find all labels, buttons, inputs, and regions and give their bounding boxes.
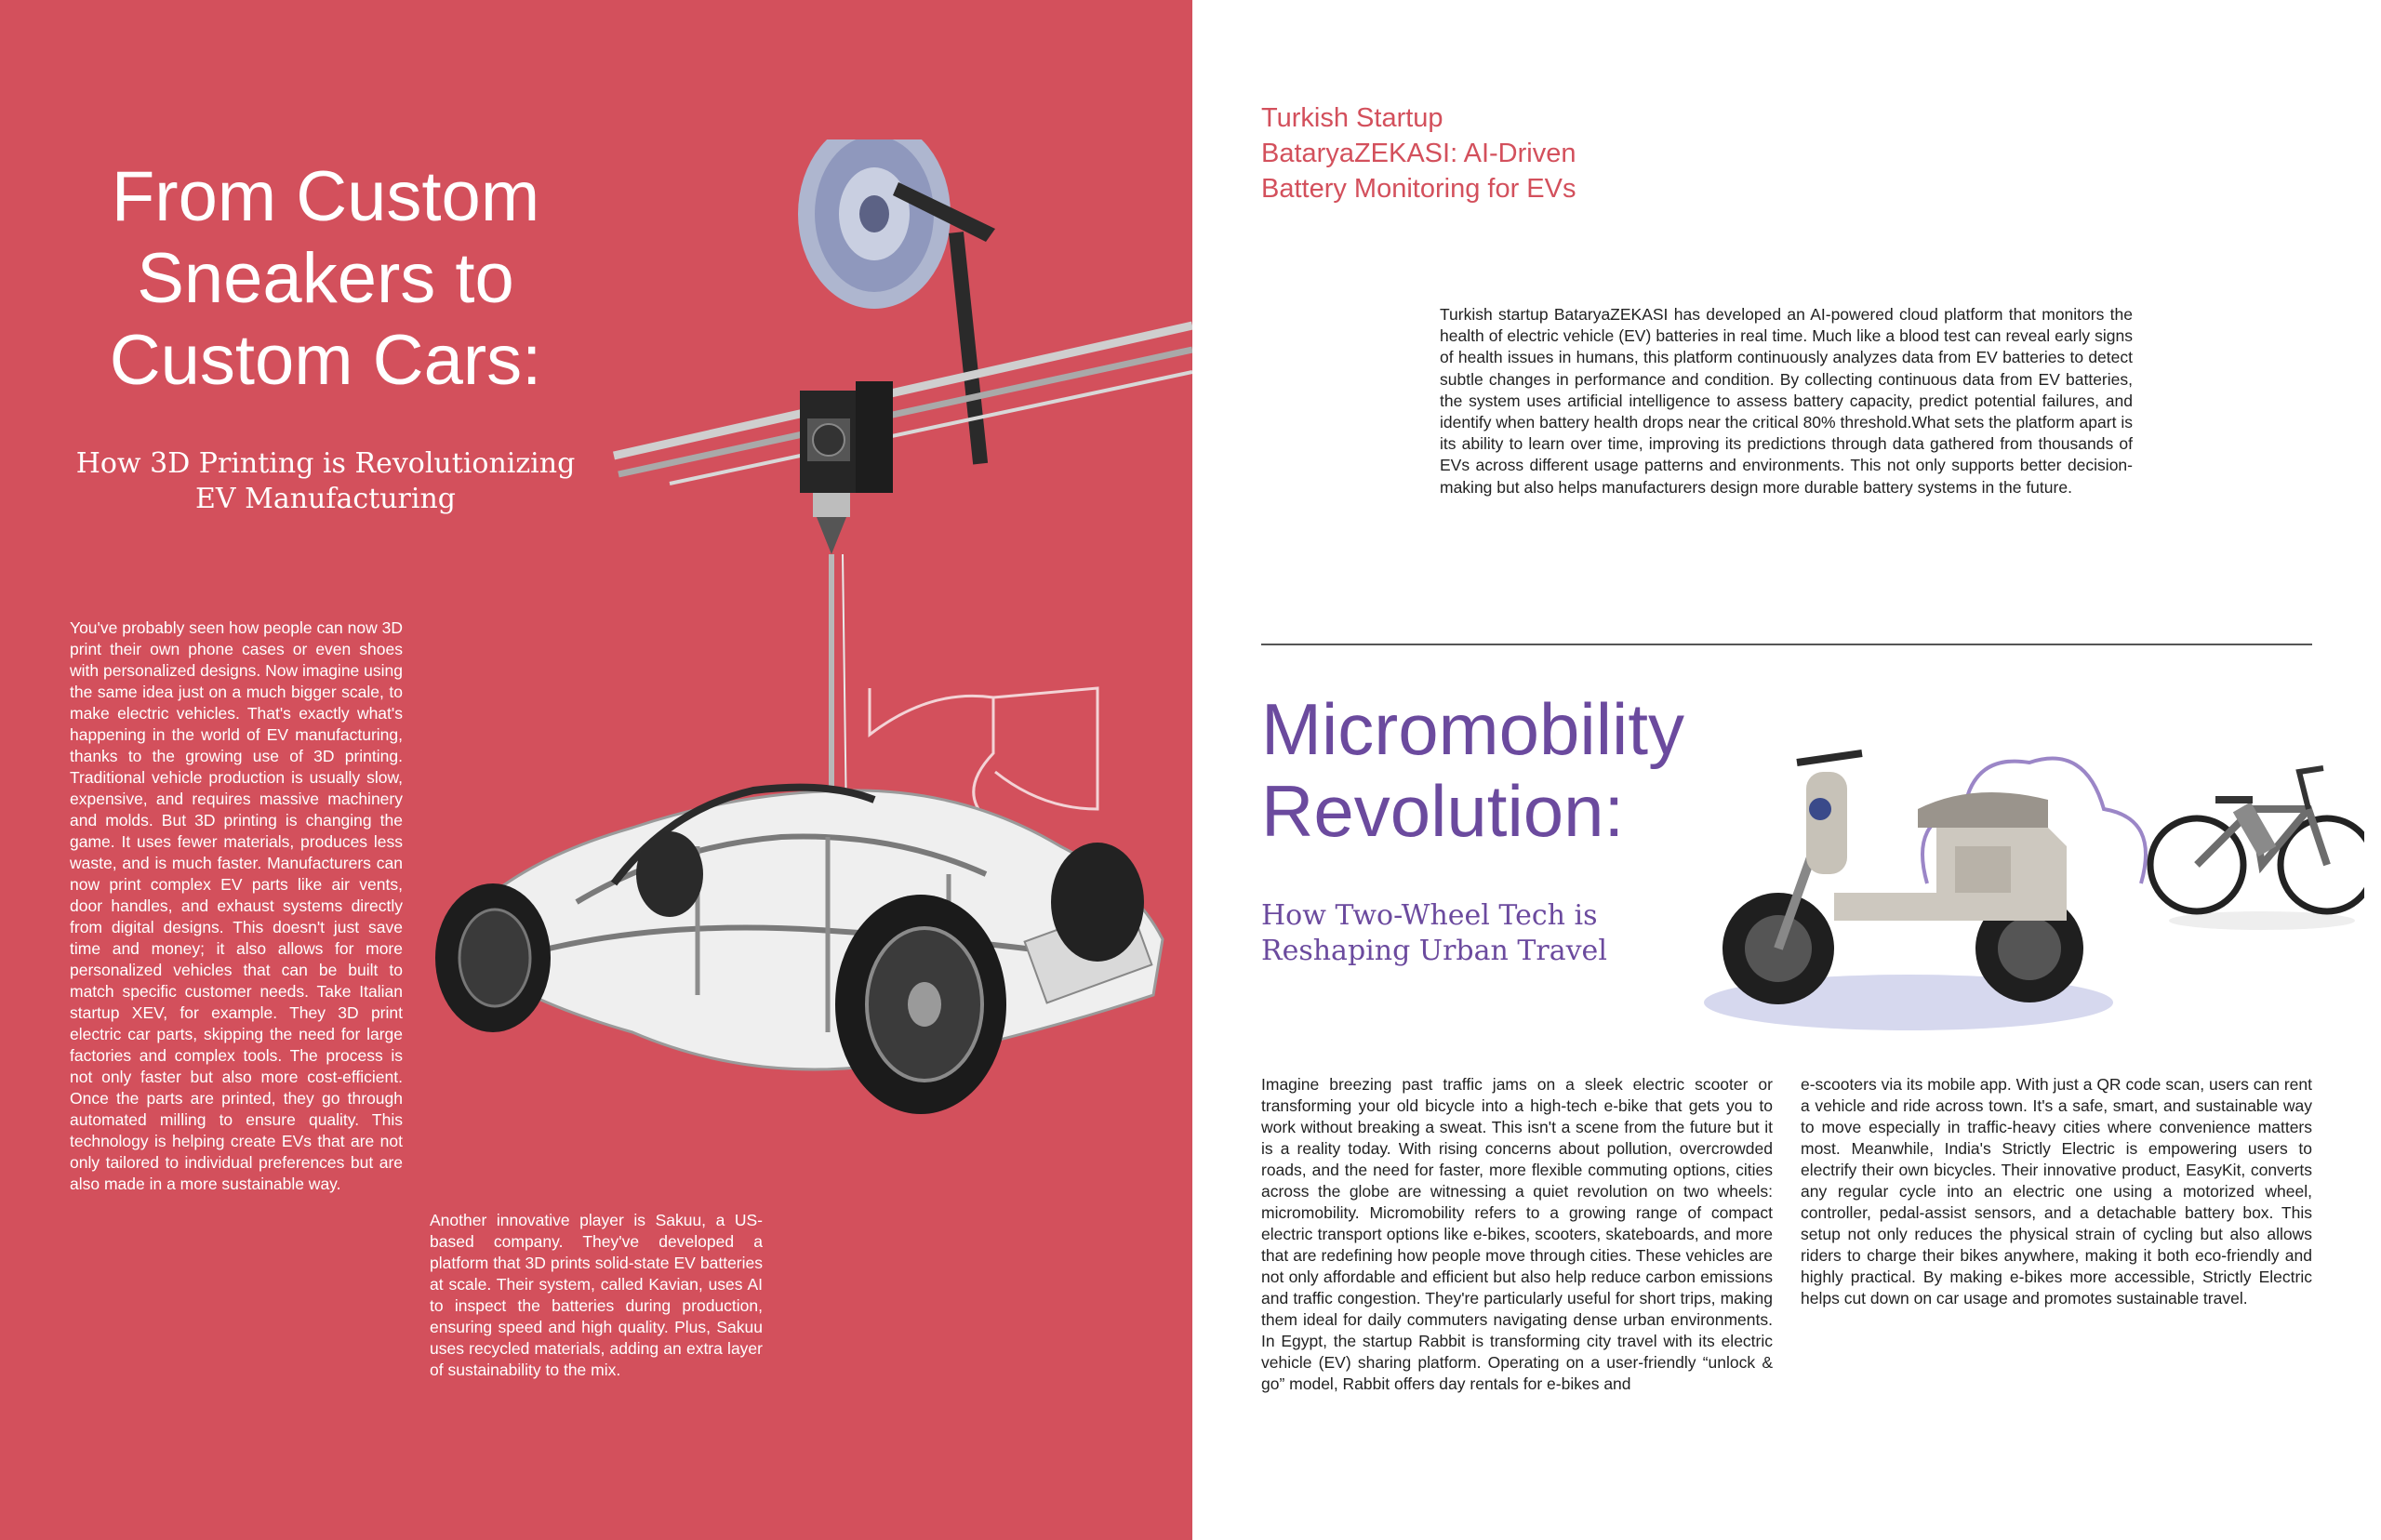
- left-body-column-1: You've probably seen how people can now 3D print their own phone cases or even shoes with personalized designs. Now imagine using the same idea just on a much bigger scale, to make electric vehicles. That's exactly what's happening in the world of EV manufacturing, thanks to the growing use of 3D printing. Traditional vehicle production is usually slow, expensive, and requires massive machinery and molds. But 3D printing is changing the game. It uses fewer materials, produces less waste, and is much faster. Manufacturers can now print complex EV parts like air vents, door handles, and exhaust systems directly from digital designs. This doesn't just save time and money; it also allows for more personalized vehicles that can be built to match specific customer needs. Take Italian startup XEV, for example. They 3D print electric car parts, skipping the need for large factories and complex tools. The process is not only faster but also more cost-efficient. Once the parts are printed, they go through automated milling to ensure quality. This technology is helping create EVs that are not only tailored to individual preferences but are also made in a more sustainable way.: [70, 618, 403, 1193]
- printer-rails: [614, 325, 1192, 484]
- feature-article-subtitle: How Two-Wheel Tech is Reshaping Urban Travel: [1261, 899, 1607, 967]
- feature-article-title: Micromobility Revolution:: [1261, 688, 1685, 852]
- scooter-and-ebike-illustration: [1695, 707, 2364, 1042]
- left-article-subtitle: How 3D Printing is Revolutionizing EV Manufacturing: [75, 447, 576, 515]
- right-page: [1192, 0, 2381, 1540]
- feature-body-column-2: e-scooters via its mobile app. With just a QR code scan, users can rent a vehicle and ride across town. It's a safe, smart, and sustainable way to move especially in traffic-heavy cities where convenience matters most. Meanwhile, India's Strictly Electric is empowering users to electrify their own bicycles. Their innovative product, EasyKit, converts any regular cycle into an electric one using a motorized wheel, controller, pedal-assist sensors, and a detachable battery box. This setup not only reduces the physical strain of cycling but also allows riders to charge their bikes anywhere, making it both eco-friendly and highly practical. By making e-bikes more accessible, Strictly Electric helps cut down on car usage and promotes sustainable travel.: [1801, 1075, 2312, 1308]
- sidebar-article-title: Turkish Startup BataryaZEKASI: AI-Driven Battery Monitoring for EVs: [1261, 103, 1576, 204]
- left-article-title: From Custom Sneakers to Custom Cars:: [109, 157, 542, 400]
- sidebar-article-body: Turkish startup BataryaZEKASI has developed an AI-powered cloud platform that monitors the health of electric vehicle (EV) batteries in real time. Much like a blood test can reveal early signs of health issues in humans, this platform continuously analyzes data from EV batteries to detect subtle changes in performance and condition. By collecting continuous data from EV batteries, the system uses artificial intelligence to assess battery capacity, predict potential failures, and identify when battery health drops near the critical 80% threshold.What sets the platform apart is its ability to learn over time, improving its predictions through data gathered from thousands of EVs across different usage patterns and environments. This not only supports better decision-making but also helps manufacturers design more durable battery systems in the future.: [1440, 305, 2133, 497]
- electric-bicycle: [2150, 768, 2364, 930]
- feature-body-column-1: Imagine breezing past traffic jams on a sleek electric scooter or transforming your old bicycle into a high-tech e-bike that gets you to work without breaking a sweat. This isn't a scene from the future but it is a reality today. With rising concerns about pollution, overcrowded roads, and the need for faster, more flexible commuting options, cities across the globe are witnessing a quiet revolution on two wheels: micromobility. Micromobility refers to a growing range of compact electric transport options like e-bikes, scooters, skateboards, and more that are redefining how people move through cities. These vehicles are not only affordable and efficient but also help reduce carbon emissions and traffic congestion. They're particularly useful for short trips, making them ideal for daily commuters navigating dense urban environments. In Egypt, the startup Rabbit is transforming city travel with its electric vehicle (EV) sharing platform. Operating on a user-friendly “unlock & go” model, Rabbit offers day rentals for e-bikes and: [1261, 1075, 1773, 1393]
- left-body-column-2: Another innovative player is Sakuu, a US-based company. They've developed a platform that 3D prints solid-state EV batteries at scale. Their system, called Kavian, uses AI to inspect the batteries during production, ensuring speed and high quality. Plus, Sakuu uses recycled materials, adding an extra layer of sustainability to the mix.: [430, 1211, 763, 1379]
- electric-scooter: [1723, 753, 2083, 1004]
- decorative-outline-arc: [993, 688, 1097, 809]
- section-divider: [1261, 644, 2312, 645]
- car-chassis: [446, 788, 1163, 1069]
